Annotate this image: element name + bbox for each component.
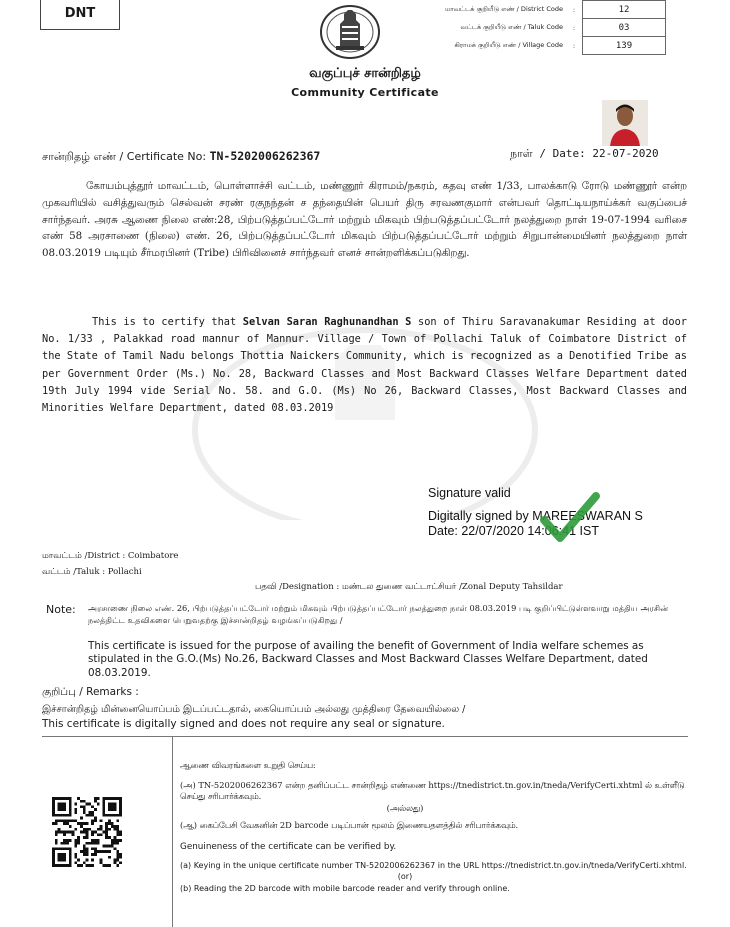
section-divider	[42, 736, 688, 737]
certificate-number-line	[42, 149, 320, 165]
verification-option-a-tamil: (அ) TN-5202006262367 என்ற தனிப்பட்ட சான்றிதழ் எண்ணை https://tnedistrict.tn.gov.in/tneda/VerifyCerti.xhtml ல் உள்ளீடு செய்து சரிபார்க்கவும்.	[180, 779, 685, 801]
digital-signature-block	[428, 486, 643, 539]
verification-option-b-english: (b) Reading the 2D barcode with mobile barcode reader and verify through online.	[180, 883, 510, 893]
qr-code-icon	[52, 797, 122, 867]
village-code-row: கிராமக் குறியீடு எண் / Village Code : 139	[410, 37, 666, 55]
english-details: son of Thiru Saravanakumar Residing at door No. 1/33 , Palakkad road mannur of Mannur. Village / Town of Pollachi Taluk of Coimbatore District of the State of Tamil Nadu belongs Thottia Naickers Community, which is recognized as a Denotified Tribe as per Government Order (Ms.) No. 28, Backward Classes and Most Backward Classes Welfare Department dated 19th July 1994 vide Serial No. 58. and G.O. (Ms) No 26, Backward Classes, Most Backward Classes and Minorities Welfare Department, dated 08.03.2019	[42, 316, 687, 415]
certificate-date-line	[510, 147, 659, 162]
english-intro: This is to certify that	[92, 316, 243, 328]
dnt-label-box	[40, 0, 120, 30]
district-code-row: மாவட்டக் குறியீடு எண் / District Code : 12	[410, 1, 666, 19]
signature-date: Date: 22/07/2020 14:06:41 IST	[428, 524, 599, 538]
note-english: This certificate is issued for the purpose of availing the benefit of Government of India welfare schemes as stipulated in the G.O.(Ms) No.26, Backward Classes and Most Backward Classes Welfare Department, dated 08.03.2019.	[88, 640, 648, 679]
title-english: Community Certificate	[291, 86, 439, 99]
signature-signer: Digitally signed by MAREESWARAN S	[428, 509, 643, 523]
verification-tamil-box	[180, 760, 690, 832]
state-emblem-icon	[318, 2, 382, 60]
title-tamil: வகுப்புச் சான்றிதழ்	[309, 66, 421, 81]
taluk-code-value: 03	[583, 19, 666, 37]
district-code-value: 12	[583, 1, 666, 19]
signature-status: Signature valid	[428, 486, 511, 500]
tamil-paragraph: கோயம்புத்தூர் மாவட்டம், பொள்ளாச்சி வட்டம், மண்ணூர் கிராமம்/நகரம், கதவு எண் 1/33, பாலக்காடு ரோடு மண்ணூர் என்ற முகவரியில் வசித்துவரும் செல்வன் சரண் ரகுநந்தன் ச தந்தையின் பெயர் திரு சரவணகுமார் என்பவர் தொட்டியநாய்க்கர் வகுப்பைச் சார்ந்தவர். அரசு ஆணை நிலை எண்:28, பிற்படுத்தப்பட்டோர் மற்றும் மிகவும் பிற்படுத்தப்பட்டோர் நலத்துறை நாள் 19-07-1994 வரிசை எண் 58 அரசாணை (நிலை) எண். 26, பிற்படுத்தப்பட்டோர் மிகவும் பிற்படுத்தப்பட்டோர் மற்றும் சிறுபான்மையினர் நலத்துறை நாள் 08.03.2019 படியும் சீர்மரபினர் (Tribe) பிரிவினைச் சார்ந்தவர் எனச் சான்றளிக்கப்படுகிறது.	[42, 180, 687, 260]
village-code-value: 139	[583, 37, 666, 55]
certificate-number-label: சான்றிதழ் எண் / Certificate No:	[42, 150, 207, 163]
remarks-label: குறிப்பு / Remarks :	[42, 686, 139, 698]
taluk-code-row: வட்டக் குறியீடு எண் / Taluk Code : 03	[410, 19, 666, 37]
valid-check-icon	[540, 492, 600, 544]
digital-sign-note-english: This certificate is digitally signed and does not require any seal or signature.	[42, 718, 445, 730]
district-code-label: மாவட்டக் குறியீடு எண் / District Code	[445, 5, 563, 13]
note-label: Note:	[46, 603, 76, 616]
village-code-label: கிராமக் குறியீடு எண் / Village Code	[454, 41, 563, 49]
dnt-label: DNT	[64, 5, 96, 21]
verification-divider	[172, 737, 173, 927]
date-label: நாள் / Date:	[510, 147, 586, 160]
digital-sign-note-tamil: இச்சான்றிதழ் மின்னையொப்பம் இடப்பட்டதால், கையொப்பம் அல்லது முத்திரை தேவையில்லை /	[42, 704, 466, 715]
district-line: மாவட்டம் /District : Coimbatore	[42, 551, 179, 561]
candidate-name: Selvan Saran Raghunandhan S	[242, 316, 412, 328]
designation-line: பதவி /Designation : மண்டல துணை வட்டாட்சியர் /Zonal Deputy Tahsildar	[255, 582, 563, 592]
verification-option-b-tamil: (ஆ) கைப்பேசி வேகனின் 2D barcode படிப்பான் மூலம் இணையதளத்தில் சரிபார்க்கவும்.	[180, 820, 519, 830]
note-tamil: அரசாணை நிலை எண். 26, பிற்படுத்தப்பட்டோர் மற்றும் மிகவும் பிற்படுத்தப்பட்டோர் நலத்துறை நாள் 08.03.2019 படி குறிப்பிட்டுள்ளவாறு மத்திய அரசின் நலத்திட்ட உதவிகளை பெறுவதற்கு இச்சான்றிதழ் வழங்கப்படுகிறது /	[88, 603, 669, 625]
certificate-number: TN-5202006262367	[209, 149, 321, 163]
taluk-line: வட்டம் /Taluk : Pollachi	[42, 567, 142, 577]
applicant-photo	[602, 100, 648, 146]
verification-option-a-english: (a) Keying in the unique certificate number TN-5202006262367 in the URL https://tnedistrict.tn.gov.in/tneda/VerifyCerti.xhtml.	[180, 860, 687, 870]
code-table	[410, 0, 666, 55]
english-paragraph	[42, 314, 687, 417]
verification-english-box	[180, 842, 690, 894]
verification-or-english: (or)	[397, 872, 413, 881]
verification-heading-tamil: ஆணை விவரங்களை உறுதி செய்ய:	[180, 760, 316, 770]
taluk-code-label: வட்டக் குறியீடு எண் / Taluk Code	[460, 23, 563, 31]
verification-heading-english: Genuineness of the certificate can be verified by.	[180, 842, 397, 852]
verification-or-tamil: (அல்லது)	[386, 802, 424, 813]
certificate-date: 22-07-2020	[592, 147, 659, 160]
